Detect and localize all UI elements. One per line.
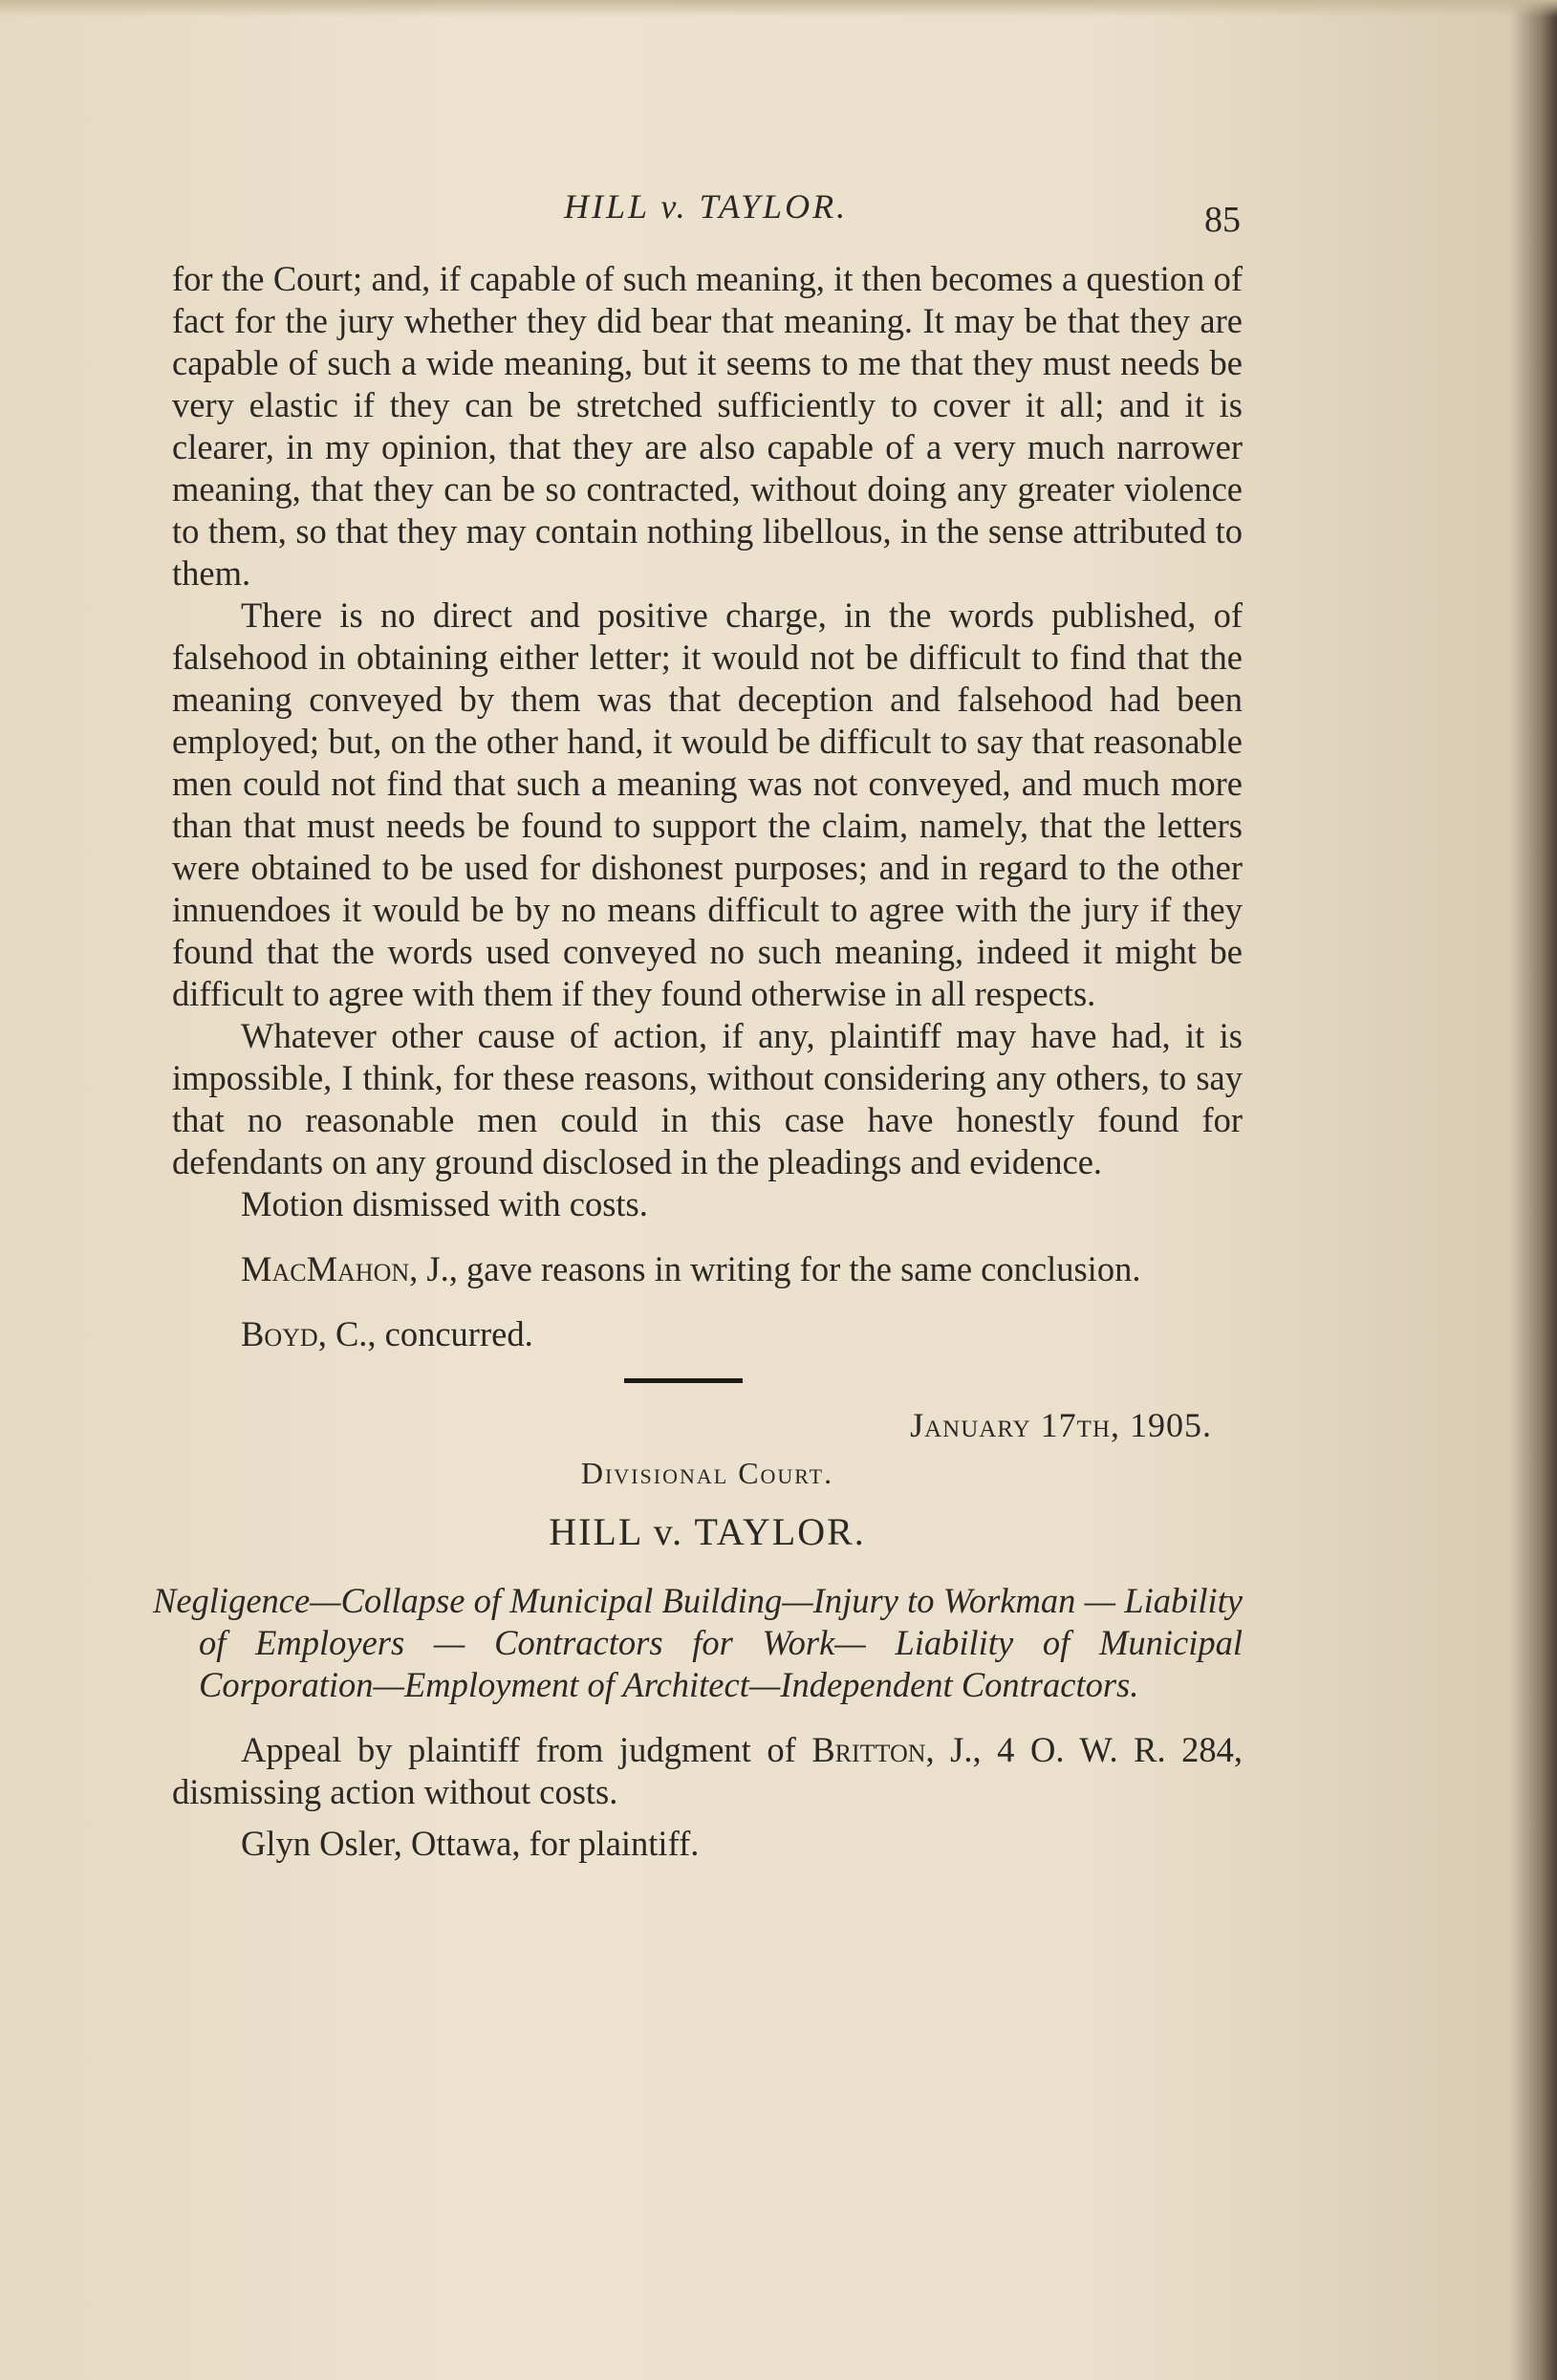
macmahon-paragraph: [172, 1248, 1243, 1290]
spacer: [172, 1290, 1243, 1313]
court-name: Divisional Court.: [580, 1456, 834, 1490]
boyd-text: , C., concurred.: [317, 1314, 533, 1353]
case-title: HILL v. TAYLOR.: [549, 1510, 866, 1553]
motion-disposition: Motion dismissed with costs.: [241, 1184, 648, 1223]
appeal-text-end: , J., 4 O. W. R. 284, dismissing action without costs.: [172, 1730, 1243, 1811]
page-edge-shadow: [0, 0, 1557, 17]
paragraph-1: for the Court; and, if capable of such meaning, it then becomes a question of fact for the jury whether they did bear that meaning. It may be that they are capable of such a wide meaning, but it seems to me that they must needs be very elastic if they can be stretched sufficiently to cover it all; and it is clearer, in my opinion, that they are also capable of a very much narrower meaning, that they can be so contracted, without doing any greater violence to them, so that they may contain nothing libellous, in the sense attributed to them.: [172, 259, 1243, 593]
macmahon-text: , J., gave reasons in writing for the same conclusion.: [409, 1249, 1141, 1288]
spacer: [172, 1225, 1243, 1248]
section-divider-rule: [624, 1378, 743, 1383]
running-head: HILL v. TAYLOR.: [564, 187, 849, 226]
case-headnote: Negligence—Collapse of Municipal Building—Injury to Workman — Liability of Employers — Contractors for Work— Liability of Municipal Corporation—Employment of Architect—Independent Contractors.: [153, 1581, 1243, 1704]
page-number: 85: [1204, 200, 1241, 240]
boyd-paragraph: [172, 1313, 1243, 1355]
judge-name-britton: Britton: [811, 1730, 926, 1769]
judge-name-macmahon: MacMahon: [241, 1249, 410, 1288]
paragraph-3: Whatever other cause of action, if any, plaintiff may have had, it is impossible, I think, for these reasons, without considering any others, to say that no reasonable men could in this case have honestly found for defendants on any ground disclosed in the pleadings and evidence.: [172, 1016, 1243, 1181]
appeal-paragraph: [172, 1729, 1243, 1813]
paragraph-2: There is no direct and positive charge, in the words published, of falsehood in obtaining either letter; it would not be difficult to find that the meaning conveyed by them was that deception and falsehood had been employed; but, on the other hand, it would be difficult to say that reasonable men could not find that such a meaning was not conveyed, and much more than that must needs be found to support the claim, namely, that the letters were obtained to be used for dishonest purposes; and in regard to the other innuendoes it would be by no means difficult to agree with the jury if they found that the words used conveyed no such meaning, indeed it might be difficult to agree with them if they found otherwise in all respects.: [172, 595, 1243, 1013]
appeal-text-start: Appeal by plaintiff from judgment of: [241, 1730, 812, 1769]
spacer: [172, 1706, 1243, 1729]
page-body: [153, 258, 1243, 1865]
case-date: January 17th, 1905.: [910, 1406, 1212, 1444]
counsel-line: Glyn Osler, Ottawa, for plaintiff.: [241, 1824, 700, 1863]
judge-name-boyd: Boyd: [241, 1314, 318, 1353]
